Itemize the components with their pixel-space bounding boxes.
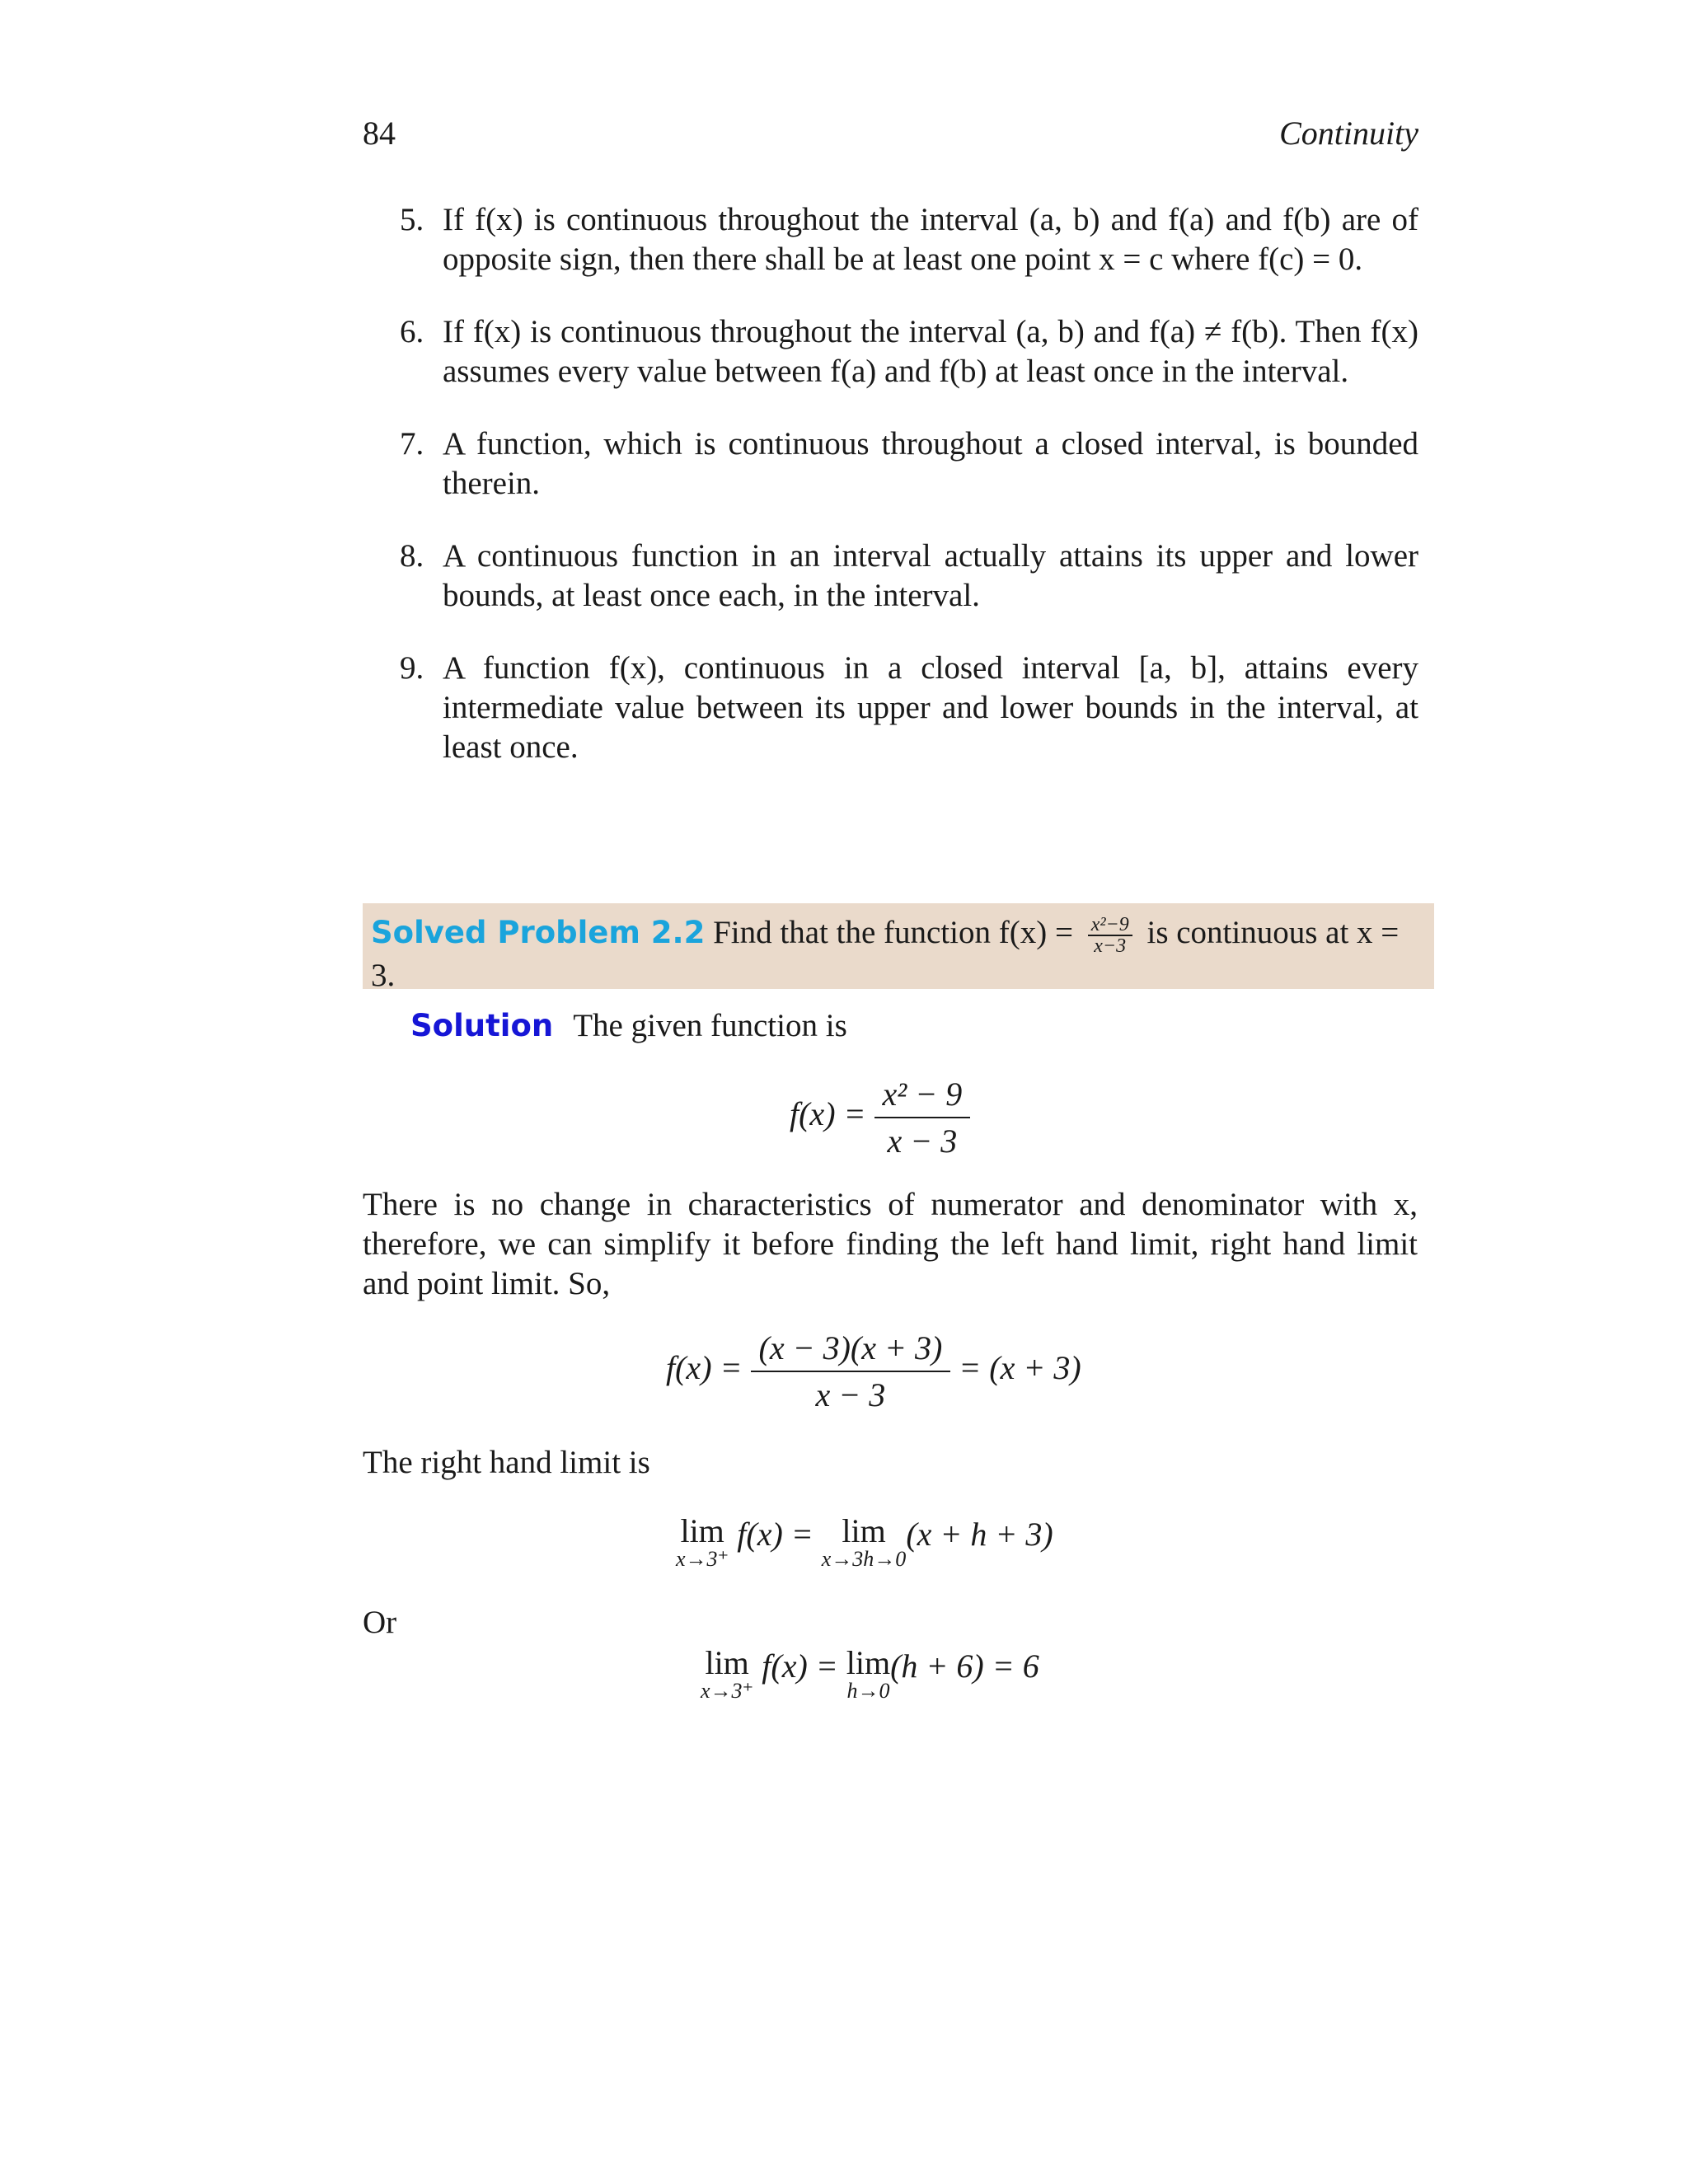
equation-4 bbox=[701, 1644, 1039, 1703]
equation-rhs: (x + h + 3) bbox=[906, 1516, 1053, 1553]
equation-lhs: f(x) = bbox=[666, 1349, 743, 1387]
theorem-list bbox=[400, 200, 1418, 800]
or-text: Or bbox=[363, 1605, 397, 1640]
list-item-number: 8. bbox=[400, 538, 424, 574]
list-item bbox=[400, 312, 1418, 391]
equation-rhs: = (x + 3) bbox=[959, 1349, 1081, 1387]
solution-text: The given function is bbox=[573, 1008, 847, 1043]
list-item-number: 7. bbox=[400, 426, 424, 462]
limit-subscript: h→0 bbox=[846, 1679, 890, 1703]
limit-subscript: x→3⁺ bbox=[701, 1679, 754, 1703]
fraction-denominator: x − 3 bbox=[887, 1122, 958, 1160]
equation-mid: f(x) = bbox=[737, 1516, 814, 1553]
equation-2 bbox=[666, 1329, 1081, 1414]
equation-rhs: (h + 6) = 6 bbox=[890, 1647, 1039, 1685]
paragraph-2: The right hand limit is bbox=[363, 1445, 650, 1480]
equation-mid: f(x) = bbox=[762, 1647, 838, 1685]
equation-1 bbox=[790, 1075, 970, 1160]
list-item-number: 9. bbox=[400, 650, 424, 686]
fraction-denominator: x − 3 bbox=[815, 1376, 886, 1413]
list-item-number: 5. bbox=[400, 202, 424, 237]
equation-lhs: f(x) = bbox=[790, 1095, 866, 1133]
limit-subscript: x→3h→0 bbox=[821, 1547, 907, 1571]
fraction-numerator: x² − 9 bbox=[874, 1075, 971, 1118]
solved-problem bbox=[371, 913, 1426, 996]
problem-text-before: Find that the function f(x) = bbox=[713, 915, 1073, 950]
list-item-text: A function f(x), continuous in a closed interval [a, b], attains every intermediate value between its upper and lower bounds in the interval, at least once. bbox=[443, 650, 1418, 765]
inline-fraction bbox=[1088, 915, 1132, 956]
solution-line bbox=[410, 1007, 847, 1044]
solved-problem-label: Solved Problem 2.2 bbox=[371, 915, 706, 950]
limit-operator: lim h→0 bbox=[846, 1644, 891, 1703]
paragraph-1: There is no change in characteristics of numerator and denominator with x, therefore, we can simplify it before finding the left hand limit, right hand limit and point limit. So, bbox=[363, 1187, 1418, 1301]
fraction-numerator: (x − 3)(x + 3) bbox=[751, 1329, 951, 1372]
problem-text-after: is continuous at x = 3. bbox=[371, 915, 1400, 994]
limit-operator: lim x→3⁺ bbox=[676, 1512, 729, 1571]
limit-subscript: x→3⁺ bbox=[676, 1547, 729, 1571]
equation-fraction bbox=[874, 1075, 971, 1160]
list-item bbox=[400, 200, 1418, 279]
list-item bbox=[400, 424, 1418, 504]
running-head: Continuity bbox=[1279, 115, 1418, 152]
equation-fraction bbox=[751, 1329, 951, 1414]
list-item-text: A function, which is continuous throughout a closed interval, is bounded therein. bbox=[443, 426, 1418, 501]
limit-operator: lim x→3h→0 bbox=[821, 1512, 907, 1571]
list-item bbox=[400, 537, 1418, 616]
equation-3 bbox=[676, 1512, 1053, 1571]
limit-operator: lim x→3⁺ bbox=[701, 1644, 754, 1703]
list-item-number: 6. bbox=[400, 314, 424, 349]
solution-label: Solution bbox=[410, 1008, 554, 1043]
fraction-numerator: x²−9 bbox=[1088, 915, 1132, 936]
list-item-text: If f(x) is continuous throughout the interval (a, b) and f(a) ≠ f(b). Then f(x) assumes every value between f(a) and f(b) at least once in the interval. bbox=[443, 314, 1418, 389]
list-item bbox=[400, 649, 1418, 767]
fraction-denominator: x−3 bbox=[1094, 935, 1127, 958]
list-item-text: If f(x) is continuous throughout the interval (a, b) and f(a) and f(b) are of opposite sign, then there shall be at least one point x = c where f(c) = 0. bbox=[443, 202, 1418, 277]
page-number: 84 bbox=[363, 115, 396, 152]
list-item-text: A continuous function in an interval actually attains its upper and lower bounds, at least once each, in the interval. bbox=[443, 538, 1418, 613]
